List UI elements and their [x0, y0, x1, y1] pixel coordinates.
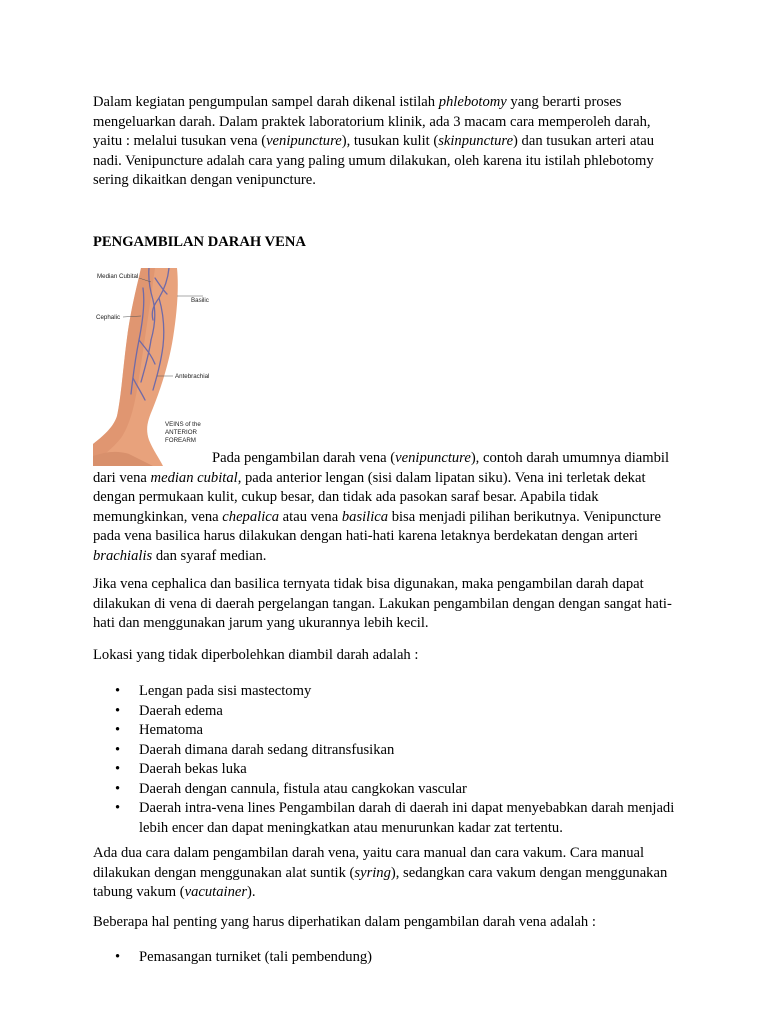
label-cephalic: Cephalic	[96, 314, 121, 321]
list-item-text: Daerah dengan cannula, fistula atau cangkokan vascular	[139, 780, 467, 797]
label-basilic: Basilic	[191, 297, 209, 304]
list-item-text: Daerah dimana darah sedang ditransfusikan	[139, 741, 395, 758]
bullet-icon: •	[115, 702, 121, 719]
intro-term-venipuncture: venipuncture	[266, 133, 342, 149]
intro-term-skinpuncture: skinpuncture	[438, 133, 514, 149]
list-item-text: Hematoma	[139, 722, 204, 738]
bullet-icon: •	[115, 683, 121, 699]
list-item	[93, 741, 683, 761]
p2-term-basilica: basilica	[341, 508, 389, 525]
intro-term-phlebotomy: phlebotomy	[438, 94, 507, 110]
list-item	[93, 682, 683, 702]
intro-paragraph	[93, 93, 683, 191]
prohibited-locations-intro: Lokasi yang tidak diperbolehkan diambil darah adalah :	[93, 647, 419, 663]
caption-line-1: VEINS of the	[165, 421, 201, 428]
venipuncture-paragraph	[93, 449, 683, 566]
list-item	[93, 799, 683, 838]
list-item-text: Lengan pada sisi mastectomy	[139, 683, 312, 699]
list-item	[93, 721, 683, 741]
forearm-veins-figure	[93, 268, 215, 466]
label-median-cubital: Median Cubital	[97, 273, 139, 280]
list-item-text: Daerah edema	[139, 702, 223, 719]
p2-text-5: bisa menjadi pilihan berikutnya. Venipuncture pada vena basilica harus dilakukan dengan hati-hati karena letaknya berdekatan dengan arteri	[93, 508, 661, 544]
p5-text-3: ).	[247, 884, 256, 900]
p2-text-6: dan syaraf median.	[152, 547, 267, 564]
list-item	[93, 948, 683, 968]
bullet-icon: •	[115, 800, 121, 816]
important-points-list	[93, 948, 683, 968]
list-item	[93, 702, 683, 722]
p5-text-1: Ada dua cara dalam pengambilan darah vena, yaitu cara manual dan cara vakum. Cara manual dilakukan dengan menggunakan alat suntik (	[93, 845, 645, 881]
bullet-icon: •	[115, 949, 121, 965]
list-item-text: Daerah intra-vena lines Pengambilan darah di daerah ini dapat menyebabkan darah menjadi lebih encer dan dapat meningkatkan atau menurunkan kadar zat tertentu.	[139, 800, 675, 836]
p2-term-chepalica: chepalica	[222, 508, 280, 525]
p5-term-vacutainer: vacutainer	[184, 884, 248, 900]
list-item-text: Pemasangan turniket (tali pembendung)	[139, 949, 373, 965]
caption-line-3: FOREARM	[165, 437, 196, 444]
forearm-illustration	[93, 268, 215, 466]
list-item-text: Daerah bekas luka	[139, 761, 247, 777]
important-points-intro: Beberapa hal penting yang harus diperhatikan dalam pengambilan darah vena adalah :	[93, 914, 596, 930]
bullet-icon: •	[115, 780, 121, 797]
prohibited-locations-list	[93, 682, 683, 838]
p2-text-2: ), contoh darah umumnya diambil dari vena	[93, 450, 669, 486]
methods-paragraph	[93, 844, 683, 903]
p2-term-brachialis: brachialis	[93, 547, 153, 564]
p5-term-syring: syring	[354, 864, 391, 881]
bullet-icon: •	[115, 761, 121, 777]
intro-text-1: Dalam kegiatan pengumpulan sampel darah dikenal istilah	[93, 94, 439, 110]
p5-text-2: ), sedangkan cara vakum dengan menggunakan tabung vakum (	[93, 864, 668, 900]
p2-term-median-cubital: median cubital	[150, 469, 238, 486]
list-item	[93, 780, 683, 800]
bullet-icon: •	[115, 722, 121, 738]
caption-line-2: ANTERIOR	[165, 429, 197, 436]
p2-text-4: atau vena	[279, 508, 342, 525]
bullet-icon: •	[115, 741, 121, 758]
intro-text-4: ) dan tusukan arteri atau nadi. Venipuncture adalah cara yang paling umum dilakukan, oleh karena itu istilah phlebotomy sering dikaitkan dengan venipuncture.	[93, 133, 655, 188]
p2-text-3: , pada anterior lengan (sisi dalam lipatan siku). Vena ini terletak dekat dengan permukaan kulit, cukup besar, dan tidak ada pasokan saraf besar. Apabila tidak memungkinkan, vena	[93, 469, 646, 525]
wrist-vein-paragraph: Jika vena cephalica dan basilica ternyata tidak bisa digunakan, maka pengambilan darah dapat dilakukan di vena di daerah pergelangan tangan. Lakukan pengambilan dengan dengan sangat hati-hati dan menggunakan jarum yang ukurannya lebih kecil.	[93, 576, 672, 631]
list-item	[93, 760, 683, 780]
p2-term-venipuncture: venipuncture	[395, 450, 471, 466]
intro-text-3: ), tusukan kulit (	[341, 133, 439, 149]
section-heading: PENGAMBILAN DARAH VENA	[93, 234, 306, 250]
intro-text-2: yang berarti proses mengeluarkan darah. Dalam praktek laboratorium klinik, ada 3 macam cara memperoleh darah, yaitu : melalui tusukan vena (	[93, 94, 651, 149]
label-antebrachial: Antebrachial	[175, 373, 210, 380]
p2-text-1: Pada pengambilan darah vena (	[212, 450, 396, 466]
